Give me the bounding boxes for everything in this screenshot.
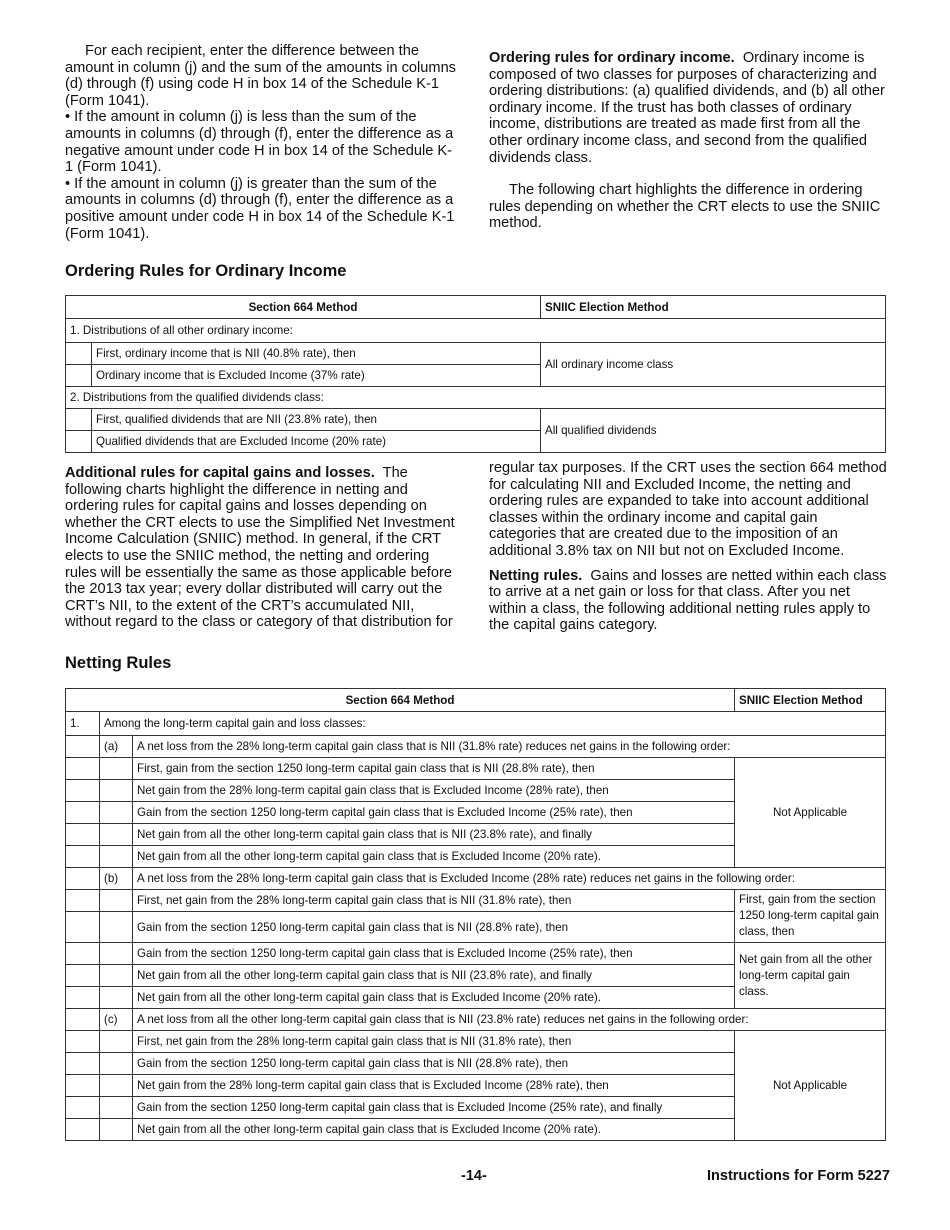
indent-cell — [66, 868, 100, 890]
table-section-label: 2. Distributions from the qualified dividends class: — [66, 387, 886, 409]
indent-cell — [66, 1031, 100, 1053]
ordering-rules-table — [65, 295, 886, 453]
indent-cell — [100, 1097, 133, 1119]
indent-cell — [100, 943, 133, 965]
table-subsection-label: A net loss from the 28% long-term capital gain class that is Excluded Income (28% rate) reduces net gains in the following order: — [133, 868, 886, 890]
left-top-text — [65, 43, 460, 242]
left-mid-text — [65, 465, 460, 631]
indent-cell — [100, 780, 133, 802]
table-cell: All qualified dividends — [541, 409, 886, 453]
indent-cell — [66, 409, 92, 431]
table-cell: Gain from the section 1250 long-term capital gain class that is NII (28.8% rate), then — [133, 912, 735, 943]
indent-cell — [66, 1097, 100, 1119]
paragraph — [489, 50, 887, 166]
section-title-ordering: Ordering Rules for Ordinary Income — [65, 262, 347, 280]
table-cell: Gain from the section 1250 long-term capital gain class that is Excluded Income (25% rate), and finally — [133, 1097, 735, 1119]
table-cell: First, ordinary income that is NII (40.8% rate), then — [92, 343, 541, 365]
netting-rules-table — [65, 688, 886, 1141]
table-cell: First, gain from the section 1250 long-term capital gain class, then — [735, 890, 886, 943]
table-cell: Qualified dividends that are Excluded Income (20% rate) — [92, 431, 541, 453]
form-name: Instructions for Form 5227 — [707, 1168, 890, 1184]
indent-cell — [66, 1009, 100, 1031]
indent-cell — [100, 987, 133, 1009]
indent-cell — [66, 1075, 100, 1097]
row-number: 1. — [66, 712, 100, 736]
indent-cell — [66, 1119, 100, 1141]
indent-cell — [66, 943, 100, 965]
table-cell: Net gain from all the other long-term capital gain class. — [735, 943, 886, 1009]
paragraph — [489, 568, 887, 634]
section-title-netting: Netting Rules — [65, 654, 172, 672]
indent-cell — [100, 1053, 133, 1075]
column-header: SNIIC Election Method — [541, 296, 886, 319]
table-cell: Not Applicable — [735, 758, 886, 868]
table-subsection-label: A net loss from all the other long-term capital gain class that is NII (23.8% rate) reduces net gains in the following order: — [133, 1009, 886, 1031]
indent-cell — [66, 846, 100, 868]
paragraph: The following chart highlights the difference in ordering rules depending on whether the CRT elects to use the SNIIC method. — [489, 182, 881, 232]
table-section-label: Among the long-term capital gain and loss classes: — [100, 712, 886, 736]
run-in-heading: Additional rules for capital gains and losses. — [65, 465, 375, 481]
indent-cell — [66, 824, 100, 846]
bullet-item: • If the amount in column (j) is less than the sum of the amounts in columns (d) through (f), enter the difference as a negative amount under code H in box 14 of the Schedule K-1 (Form 1041). — [65, 109, 454, 176]
table-subsection-label: A net loss from the 28% long-term capital gain class that is NII (31.8% rate) reduces net gains in the following order: — [133, 736, 886, 758]
table-cell: Gain from the section 1250 long-term capital gain class that is Excluded Income (25% rate), then — [133, 943, 735, 965]
paragraph: regular tax purposes. If the CRT uses the section 664 method for calculating NII and Excluded Income, the netting and ordering rules are expanded to take into account additional classes within the ordinary income and capital gain categories that are created due to the imposition of an additional 3.8% tax on NII but not on Excluded Income. — [489, 460, 887, 559]
indent-cell — [66, 1053, 100, 1075]
indent-cell — [66, 758, 100, 780]
indent-cell — [66, 987, 100, 1009]
column-header: SNIIC Election Method — [735, 689, 886, 712]
table-cell: Gain from the section 1250 long-term capital gain class that is Excluded Income (25% rate), then — [133, 802, 735, 824]
paragraph-body: The following charts highlight the difference in netting and ordering rules for capital gains and losses depending on whether the CRT elects to use the Simplified Net Investment Income Calculation (SNIIC) method. In general, if the CRT elects to use the SNIIC method, the netting and ordering rules will be essentially the same as those applicable before the 2013 tax year; every dollar distributed will carry out the CRT’s NII, to the extent of the CRT’s accumulated NII, without regard to the class or category of that distribution for — [65, 465, 455, 631]
indent-cell — [100, 1075, 133, 1097]
indent-cell — [66, 780, 100, 802]
indent-cell — [66, 912, 100, 943]
table-cell: All ordinary income class — [541, 343, 886, 387]
table-cell: Net gain from all the other long-term capital gain class that is NII (23.8% rate), and finally — [133, 824, 735, 846]
paragraph: For each recipient, enter the difference between the amount in column (j) and the sum of the amounts in columns (d) through (f) using code H in box 14 of the Schedule K-1 (Form 1041). — [65, 43, 456, 109]
indent-cell — [66, 431, 92, 453]
table-cell: Not Applicable — [735, 1031, 886, 1141]
right-mid-text — [489, 460, 887, 634]
row-letter: (b) — [100, 868, 133, 890]
right-top-text — [489, 50, 887, 232]
page-number: -14- — [461, 1168, 487, 1184]
paragraph-body: Ordinary income is composed of two classes for purposes of characterizing and ordering distributions: (a) qualified dividends, and (b) all other ordinary income. If the trust has both classes of ordinary income, distributions are treated as made first from all the other ordinary income class, and second from the qualified dividends class. — [489, 50, 885, 166]
indent-cell — [66, 736, 100, 758]
table-cell: Net gain from the 28% long-term capital gain class that is Excluded Income (28% rate), then — [133, 1075, 735, 1097]
bullet-item: • If the amount in column (j) is greater than the sum of the amounts in columns (d) through (f), enter the difference as a positive amount under code H in box 14 of the Schedule K-1 (Form 1041). — [65, 175, 455, 242]
indent-cell — [100, 758, 133, 780]
table-cell: Net gain from the 28% long-term capital gain class that is Excluded Income (28% rate), then — [133, 780, 735, 802]
run-in-heading: Netting rules. — [489, 567, 583, 584]
indent-cell — [100, 802, 133, 824]
table-cell: Net gain from all the other long-term capital gain class that is Excluded Income (20% rate). — [133, 846, 735, 868]
indent-cell — [100, 912, 133, 943]
indent-cell — [100, 824, 133, 846]
indent-cell — [66, 890, 100, 912]
indent-cell — [100, 1031, 133, 1053]
table-cell: Net gain from all the other long-term capital gain class that is Excluded Income (20% rate). — [133, 987, 735, 1009]
indent-cell — [100, 965, 133, 987]
paragraph — [65, 465, 460, 631]
column-header: Section 664 Method — [66, 689, 735, 712]
indent-cell — [66, 802, 100, 824]
indent-cell — [66, 365, 92, 387]
row-letter: (a) — [100, 736, 133, 758]
row-letter: (c) — [100, 1009, 133, 1031]
indent-cell — [66, 965, 100, 987]
indent-cell — [100, 846, 133, 868]
indent-cell — [100, 890, 133, 912]
run-in-heading: Ordering rules for ordinary income. — [489, 50, 735, 66]
table-section-label: 1. Distributions of all other ordinary income: — [66, 319, 886, 343]
table-cell: Gain from the section 1250 long-term capital gain class that is NII (28.8% rate), then — [133, 1053, 735, 1075]
table-cell: First, net gain from the 28% long-term capital gain class that is NII (31.8% rate), then — [133, 1031, 735, 1053]
paragraph-body: Gains and losses are netted within each class to arrive at a net gain or loss for that class. After you net within a class, the following additional netting rules apply to the capital gains category. — [489, 567, 887, 634]
table-cell: First, gain from the section 1250 long-term capital gain class that is NII (28.8% rate), then — [133, 758, 735, 780]
indent-cell — [100, 1119, 133, 1141]
table-cell: First, qualified dividends that are NII (23.8% rate), then — [92, 409, 541, 431]
table-cell: Net gain from all the other long-term capital gain class that is Excluded Income (20% rate). — [133, 1119, 735, 1141]
indent-cell — [66, 343, 92, 365]
table-cell: First, net gain from the 28% long-term capital gain class that is NII (31.8% rate), then — [133, 890, 735, 912]
table-cell: Ordinary income that is Excluded Income (37% rate) — [92, 365, 541, 387]
table-cell: Net gain from all the other long-term capital gain class that is NII (23.8% rate), and finally — [133, 965, 735, 987]
column-header: Section 664 Method — [66, 296, 541, 319]
